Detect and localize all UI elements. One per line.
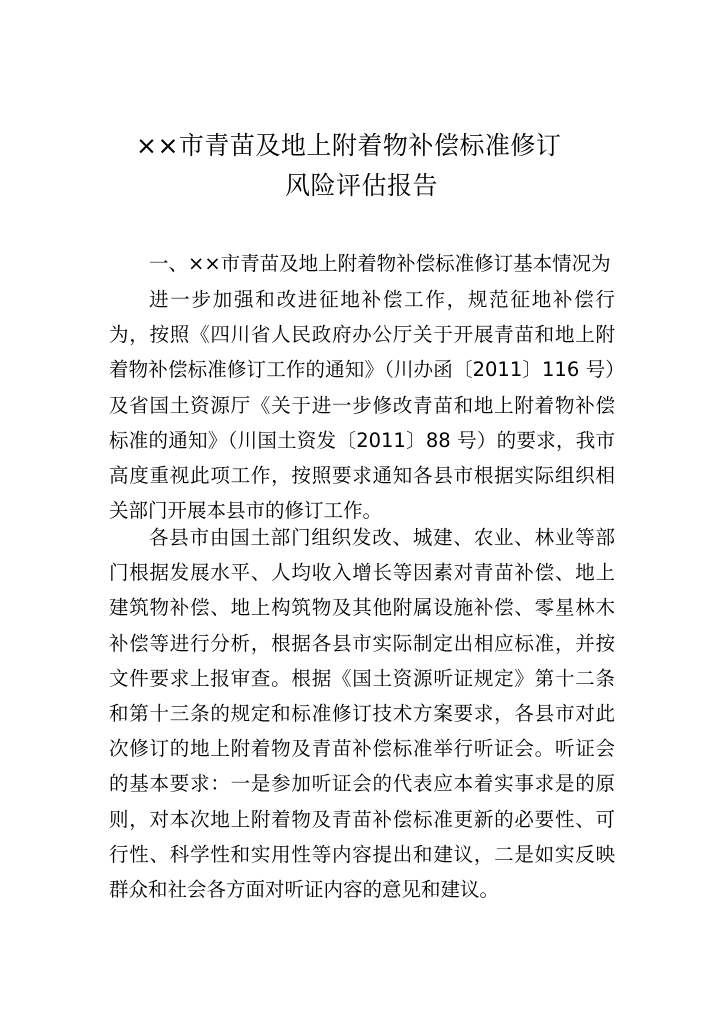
document-title-line-2: 风险评估报告	[285, 171, 439, 200]
paragraph: 各县市由国土部门组织发改、城建、农业、林业等部门根据发展水平、人均收入增长等因素对青苗补偿、地上建筑物补偿、地上构筑物及其他附属设施补偿、零星林木补偿等进行分析，根据各县市实际制定出相应标准，并按文件要求上报审查。根据《国土资源听证规定》第十二条和第十三条的规定和标准修订技术方案要求，各县市对此次修订的地上附着物及青苗补偿标准举行听证会。听证会的基本要求：一是参加听证会的代表应本着实事求是的原则，对本次地上附着物及青苗补偿标准更新的必要性、可行性、科学性和实用性等内容提出和建议，二是如实反映群众和社会各方面对听证内容的意见和建议。	[109, 526, 615, 902]
section-heading: 一、××市青苗及地上附着物补偿标准修订基本情况为	[149, 252, 611, 275]
document-title-line-1: ××市青苗及地上附着物补偿标准修订	[136, 131, 562, 160]
paragraph: 进一步加强和改进征地补偿工作，规范征地补偿行为，按照《四川省人民政府办公厅关于开展青苗和地上附着物补偿标准修订工作的通知》（川办函〔2011〕116 号）及省国土资源厅《关于进一步修改青苗和地上附着物补偿标准的通知》（川国土资发〔2011〕88 号）的要求，我市高度重视此项工作，按照要求通知各县市根据实际组织相关部门开展本县市的修订工作。	[109, 288, 615, 523]
